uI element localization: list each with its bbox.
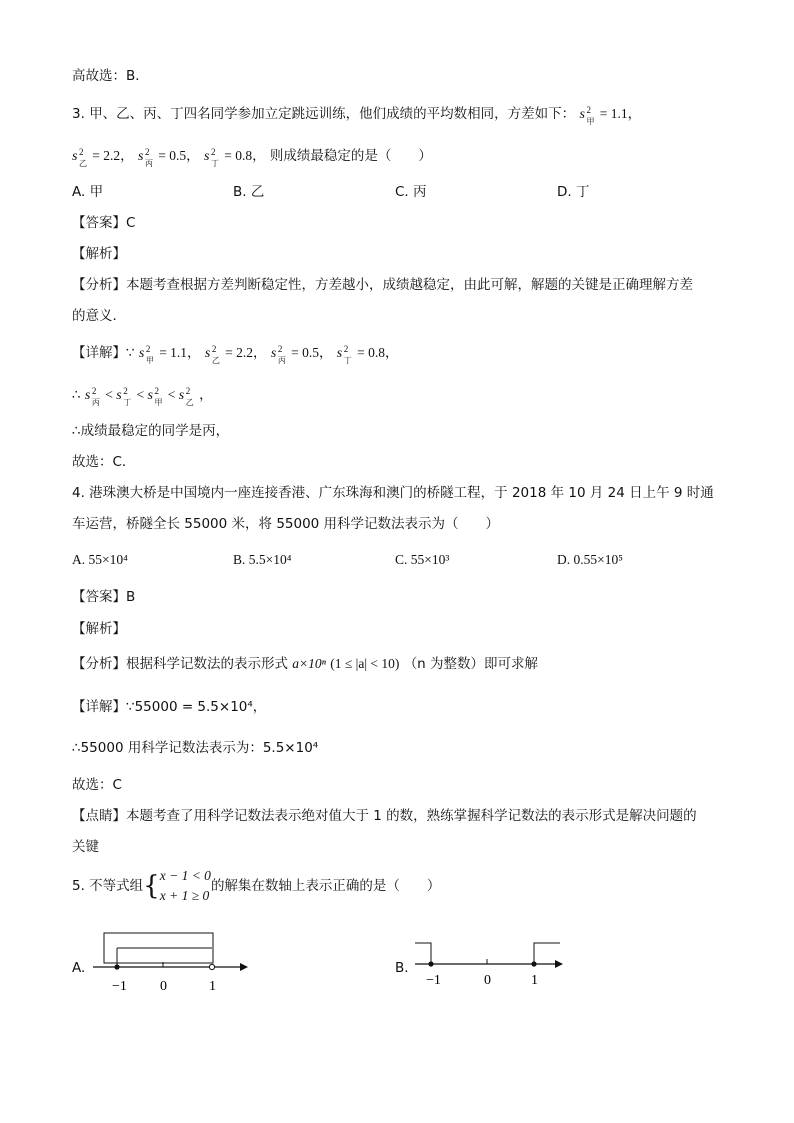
q4-option-c[interactable]: C. 55×10³ <box>395 552 450 567</box>
q5-option-a-label[interactable]: A. <box>72 960 86 976</box>
q4-option-d[interactable]: D. 0.55×10⁵ <box>557 552 623 567</box>
q3-option-c[interactable]: C. 丙 <box>395 184 427 200</box>
q3-stem-line2 <box>72 145 432 166</box>
q4-analysis-formula: a×10ⁿ <box>292 656 326 671</box>
s-squared-yi: s 2 乙 <box>204 344 220 365</box>
q3-detail-yi: = 2.2， <box>225 345 267 360</box>
s-squared-bing: s 2 丙 <box>270 344 286 365</box>
q4-comment-line2: 关键 <box>72 839 99 855</box>
q3-answer: 【答案】C <box>72 215 136 231</box>
q3-stem-a: 甲、乙、丙、丁四名同学参加立定跳远训练，他们成绩的平均数相同，方差如下： <box>89 106 576 122</box>
q5-inequality-system <box>160 866 211 906</box>
axis-arrow-icon <box>240 963 248 971</box>
q3-analysis-line1: 【分析】本题考查根据方差判断稳定性，方差越小，成绩越稳定，由此可解，解题的关键是正确理解方差 <box>72 277 693 293</box>
q4-detail-2: ∴55000 用科学记数法表示为：5.5×10⁴ <box>72 740 319 756</box>
q3-stem-b: 则成绩最稳定的是（ ） <box>269 148 432 164</box>
s-squared-jia: s 2 甲 <box>138 344 154 365</box>
q3-detail <box>72 342 398 363</box>
s-squared-yi: s 2 乙 <box>178 386 194 407</box>
s-squared-yi: s 2 乙 <box>72 147 87 168</box>
tick-label-minus-1: −1 <box>426 973 441 988</box>
s-squared-bing: s 2 丙 <box>137 147 153 168</box>
q4-comment-line1: 【点睛】本题考查了用科学记数法表示绝对值大于 1 的数，熟练掌握科学记数法的表示形式是解决问题的 <box>72 808 697 824</box>
q3-analysis-header: 【解析】 <box>72 246 126 262</box>
q4-option-b[interactable]: B. 5.5×10⁴ <box>233 552 292 567</box>
q3-number: 3. <box>72 106 85 122</box>
q2-tail: 高故选：B． <box>72 68 149 84</box>
q4-final: 故选：C <box>72 777 122 793</box>
tick-label-0: 0 <box>160 979 167 994</box>
q4-analysis-header: 【解析】 <box>72 621 126 637</box>
q5-prefix: 5. 不等式组 <box>72 878 144 894</box>
q3-detail-label: 【详解】∵ <box>72 345 135 361</box>
q3-analysis-line2: 的意义． <box>72 308 126 324</box>
q5-option-b-number-line[interactable] <box>410 934 570 989</box>
q4-stem-line2: 车运营，桥隧全长 55000 米，将 55000 用科学记数法表示为（ ） <box>72 516 500 532</box>
q3-detail-ding: = 0.8， <box>357 345 399 360</box>
q5-inequality-2: x + 1 ≥ 0 <box>159 888 210 903</box>
axis-arrow-icon <box>555 960 563 968</box>
q3-var-bing: = 0.5， <box>158 148 200 163</box>
s-squared-jia: s 2 甲 <box>579 105 595 126</box>
closed-point-minus-1 <box>428 961 433 966</box>
q4-analysis-range: (1 ≤ |a| < 10) <box>330 656 400 671</box>
q5-stem <box>72 866 440 906</box>
s-squared-ding: s 2 丁 <box>203 147 219 168</box>
q3-option-a[interactable]: A. 甲 <box>72 184 104 200</box>
s-squared-ding: s 2 丁 <box>336 344 352 365</box>
brace-icon: { <box>143 871 160 901</box>
q3-option-b[interactable]: B. 乙 <box>233 184 265 200</box>
q3-inequality-chain: ∴ s 2 丙 < s 2 丁 < s 2 甲 < s 2 乙 ， <box>72 386 213 407</box>
q3-var-jia: = 1.1， <box>599 106 642 121</box>
q3-detail-jia: = 1.1， <box>159 345 201 360</box>
q5-option-b-label[interactable]: B. <box>395 960 409 976</box>
tick-label-1: 1 <box>209 979 216 994</box>
q4-detail: 【详解】∵55000 = 5.5×10⁴， <box>72 699 267 715</box>
tick-label-1: 1 <box>531 973 538 988</box>
q3-detail-bing: = 0.5， <box>291 345 333 360</box>
s-squared-jia: s 2 甲 <box>147 386 163 407</box>
q5-suffix: 的解集在数轴上表示正确的是（ ） <box>210 878 441 894</box>
therefore-symbol: ∴ <box>72 387 81 403</box>
q4-analysis-b: （n 为整数）即可求解 <box>403 656 539 672</box>
q4-analysis-a: 【分析】根据科学记数法的表示形式 <box>72 656 288 672</box>
q4-analysis <box>72 654 538 674</box>
s-squared-bing: s 2 丙 <box>84 386 100 407</box>
closed-point-1 <box>531 961 536 966</box>
open-point-1 <box>209 964 214 969</box>
q3-var-ding: = 0.8， <box>224 148 266 163</box>
tick-label-0: 0 <box>484 973 491 988</box>
solution-ray-left <box>415 943 431 964</box>
tick-label-minus-1: −1 <box>112 979 127 994</box>
q5-option-a-number-line[interactable] <box>90 926 250 996</box>
q4-answer: 【答案】B <box>72 589 136 605</box>
q3-conclusion: ∴成绩最稳定的同学是丙， <box>72 423 230 439</box>
q3-option-d[interactable]: D. 丁 <box>557 184 590 200</box>
q3-final: 故选：C． <box>72 454 136 470</box>
q4-stem-line1: 4. 港珠澳大桥是中国境内一座连接香港、广东珠海和澳门的桥隧工程，于 2018 年 10 月 24 日上午 9 时通 <box>72 485 714 501</box>
q3-var-yi: = 2.2， <box>92 148 134 163</box>
q5-inequality-1: x − 1 < 0 <box>159 868 211 883</box>
q4-option-a[interactable]: A. 55×10⁴ <box>72 552 128 567</box>
q3-stem-line1 <box>72 103 641 124</box>
s-squared-ding: s 2 丁 <box>116 386 132 407</box>
